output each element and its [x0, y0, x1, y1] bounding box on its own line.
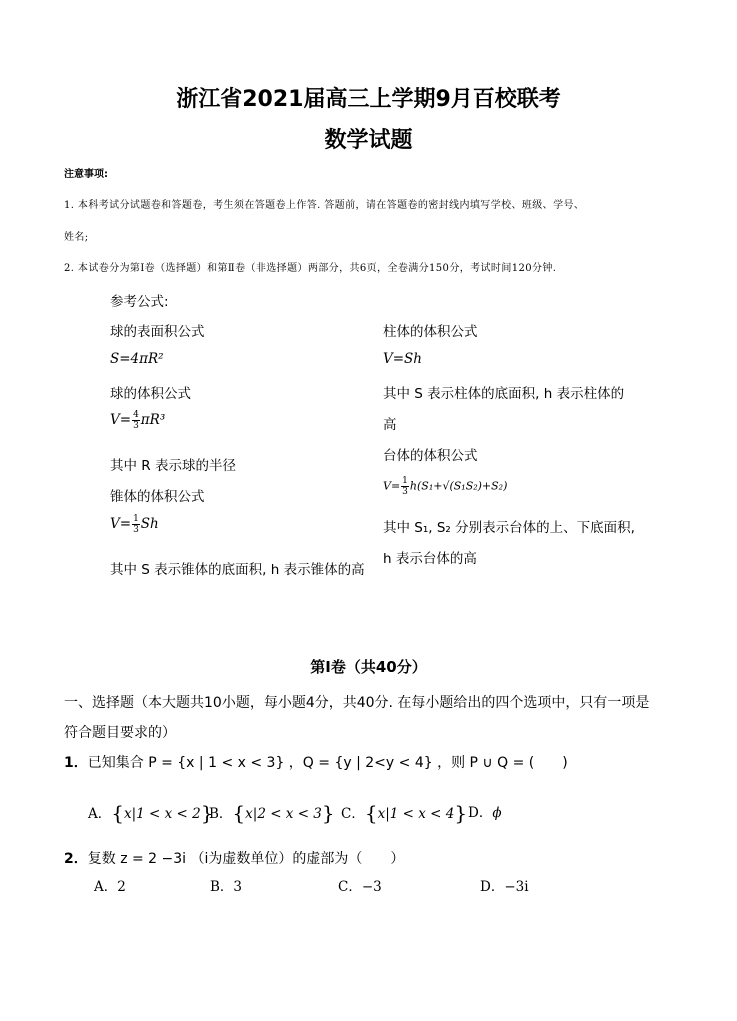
prism-note-cont: 高: [383, 417, 397, 433]
question-1-option-a: A．{x|1 < x < 2}: [88, 801, 214, 825]
question-1-number: 1．: [64, 755, 88, 771]
frustum-volume-label: 台体的体积公式: [383, 448, 478, 464]
sphere-area-label: 球的表面积公式: [110, 324, 205, 340]
cone-note: 其中 S 表示锥体的底面积, h 表示锥体的高: [110, 562, 365, 578]
question-2-option-a: A．2: [94, 879, 126, 895]
sphere-area-formula: S=4πR²: [110, 351, 164, 367]
frustum-volume-formula: V= $\frac{1}{3}$ h(S₁+√(S₁S₂)+S₂): [383, 476, 508, 497]
section-intro-cont: 符合题目要求的）: [64, 725, 176, 741]
question-2-option-b: B．3: [210, 879, 243, 895]
sphere-volume-formula: V= $\frac{4}{3}$ πR³: [110, 410, 166, 431]
prism-note: 其中 S 表示柱体的底面积, h 表示柱体的: [383, 386, 625, 402]
exam-title: 浙江省2021届高三上学期9月百校联考: [176, 87, 561, 112]
section-title: 第Ⅰ卷（共40分）: [310, 658, 427, 676]
notice-item-1-cont: 姓名;: [64, 232, 89, 243]
notice-item-2: 2. 本试卷分为第Ⅰ卷（选择题）和第Ⅱ卷（非选择题）两部分，共6页，全卷满分150分，考试时间120分钟.: [64, 263, 557, 274]
section-intro: 一、选择题（本大题共10小题，每小题4分，共40分. 在每小题给出的四个选项中，只有一项是: [64, 695, 650, 711]
question-2: [64, 848, 404, 868]
prism-volume-formula: V=Sh: [383, 351, 423, 367]
question-1: [64, 752, 568, 772]
prism-volume-label: 柱体的体积公式: [383, 324, 478, 340]
frustum-note-cont: h 表示台体的高: [383, 551, 477, 567]
question-1-option-c: C．{x|1 < x < 4}: [341, 801, 468, 825]
formulas-heading: 参考公式:: [110, 294, 169, 310]
question-2-option-d: D．−3i: [480, 879, 529, 895]
sphere-radius-note: 其中 R 表示球的半径: [110, 458, 236, 474]
notice-item-1: 1. 本科考试分试题卷和答题卷，考生须在答题卷上作答. 答题前，请在答题卷的密封线内填写学校、班级、学号、: [64, 200, 585, 211]
question-2-option-c: C．−3: [338, 879, 382, 895]
cone-volume-formula: V= $\frac{1}{3}$ Sh: [110, 514, 159, 535]
frustum-note: 其中 S₁, S₂ 分别表示台体的上、下底面积,: [383, 520, 635, 536]
question-2-number: 2．: [64, 851, 88, 867]
sphere-volume-label: 球的体积公式: [110, 386, 191, 402]
question-2-stem: 复数 z = 2 −3i （i为虚数单位）的虚部为（ ）: [87, 851, 405, 867]
question-1-option-b: B．{x|2 < x < 3}: [209, 801, 335, 825]
question-1-stem: 已知集合 P = {x | 1 < x < 3} ，Q = {y | 2<y < 4} ，则 P ∪ Q = ( ): [87, 755, 568, 771]
notice-heading: 注意事项:: [64, 169, 108, 180]
exam-subtitle: 数学试题: [324, 128, 413, 153]
question-1-option-d: D．ϕ: [468, 805, 502, 821]
cone-volume-label: 锥体的体积公式: [110, 489, 205, 505]
